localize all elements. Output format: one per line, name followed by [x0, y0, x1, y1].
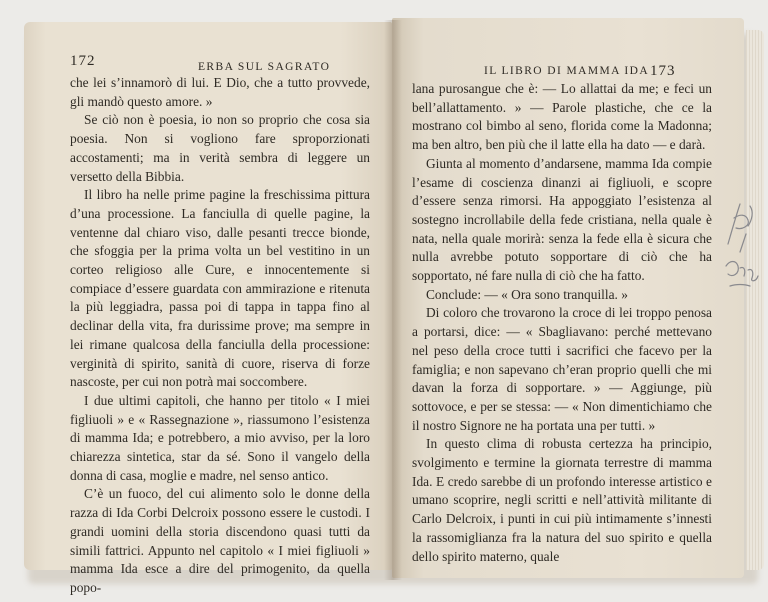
- running-head-left: ERBA SUL SAGRATO: [198, 61, 331, 73]
- right-page: [392, 18, 744, 578]
- paragraph: In questo clima di robusta certezza ha principio, svolgimento e termine la giornata terrestre di mamma Ida. E credo sarebbe di un profondo interesse artistico e umano scoprire, negli scritti e nell’attività militante di Carlo Delcroix, i punti in cui più intimamente s’innesti la rassomiglianza fra la natura del suo spirito e quella dello spirito materno, quale: [412, 436, 712, 564]
- paragraph: C’è un fuoco, del cui alimento solo le donne della razza di Ida Corbi Delcroix possono essere le custodi. I grandi uomini della storia discendono quasi tutti da simili fattrici. Appunto nel capitolo « I miei figliuoli » mamma Ida esce a dire del primogenito, da quella popo-: [70, 486, 370, 595]
- left-page: [24, 22, 392, 595]
- right-page-text: [412, 80, 712, 566]
- page-number-right: 173: [650, 63, 676, 79]
- book-gutter: [384, 20, 402, 580]
- paragraph: lana purosangue che è: — Lo allattai da me; e feci un bell’allattamento. » — Parole plastiche, che ce la mostrano col bimbo al seno, florida come la Madonna; ma ben altro, ben più che il latte ella ha dato — e darà.: [412, 81, 712, 153]
- paragraph: Conclude: — « Ora sono tranquilla. »: [426, 286, 628, 302]
- page-number-left: 172: [70, 53, 96, 69]
- left-page-text: [70, 74, 370, 598]
- paragraph: Se ciò non è poesia, io non so proprio che cosa sia poesia. Non si vogliono fare sproporzionati accostamenti; ma in verità sembra di leggere un versetto della Bibbia.: [70, 112, 370, 184]
- paragraph: Di coloro che trovarono la croce di lei troppo penosa a portarsi, dice: — « Sbagliavano: perché mettevano nel peso della croce tutti i sacrifici che facevo per la famiglia; e non sapevano ch’eran proprio quelli che mi davan la forza di sopportare. » — Aggiunge, più sottovoce, e per se stessa: — « Non dimentichiamo che il nostro Signore ne ha portata una per tutti. »: [412, 305, 712, 433]
- pencil-margin-note: [710, 196, 766, 306]
- paragraph: Giunta al momento d’andarsene, mamma Ida compie l’esame di coscienza dinanzi ai figliuoli, e scopre d’essere senza rimorsi. Ha appoggiato l’esistenza al sostegno incrollabile della fede cristiana, nella quale è nata, nella quale morirà: senza la fede ella è sicura che nulla avrebbe potuto sopportare di ciò che ha sopportato, né fare nulla di ciò che ha fatto.: [412, 155, 712, 284]
- paragraph: che lei s’innamorò di lui. E Dio, che a tutto provvede, gli mandò questo amore. »: [70, 75, 370, 109]
- running-head-right: IL LIBRO DI MAMMA IDA: [484, 65, 650, 77]
- paragraph: Il libro ha nelle prime pagine la freschissima pittura d’una processione. La fanciulla di quelle pagine, la ventenne dal chiaro viso, dalle pesanti trecce bionde, che sfoggia per la prima volta un bel vestitino in un corteo religioso alle Cure, e innocentemente si compiace d’essere guardata con ammirazione e ritenuta la più leggiadra, passa poi di tappa in tappa fino al declinar della vita, fra durissime prove; ma sempre in lei rimane qualcosa della fanciulla della processione: verginità di spirito, sanità di cuore, riserva di forze nascoste, per cui non potrà mai soccombere.: [70, 187, 370, 390]
- paragraph: I due ultimi capitoli, che hanno per titolo « I miei figliuoli » e « Rassegnazione », riassumono l’esistenza di mamma Ida; e potrebbero, a mio avviso, per la loro chiarezza sintetica, star da sé. Sono il vangelo della donna di casa, moglie e madre, nel senso antico.: [70, 392, 370, 483]
